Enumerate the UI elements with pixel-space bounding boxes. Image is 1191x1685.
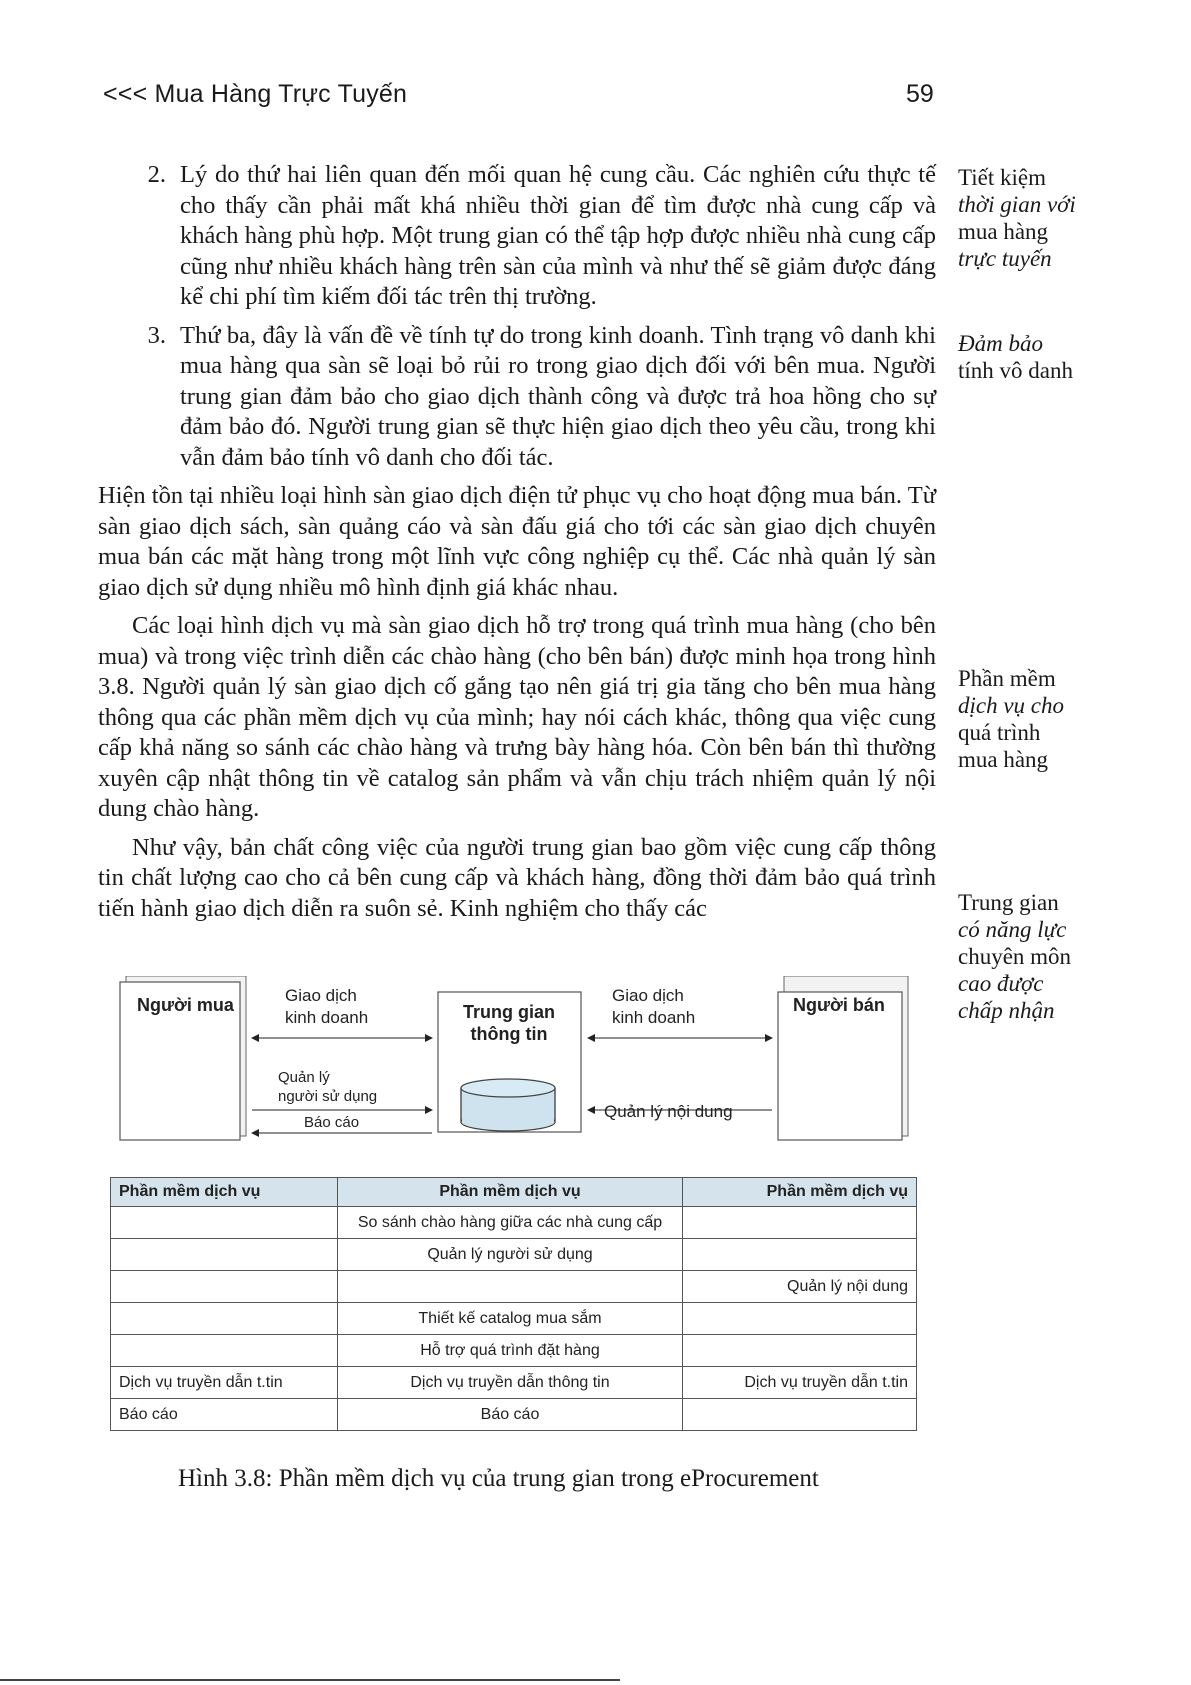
paragraph: Như vậy, bản chất công việc của người trung gian bao gồm việc cung cấp thông tin chất lượng cao cho cả bên cung cấp và khách hàng, đồng thời đảm bảo quá trình tiến hành giao dịch diễn ra suôn sẻ. Kinh nghiệm cho thấy các	[98, 833, 936, 922]
list-text: Thứ ba, đây là vấn đề về tính tự do trong kinh doanh. Tình trạng vô danh khi mua hàng qua sàn sẽ loại bỏ rủi ro trong giao dịch đối với bên mua. Người trung gian đảm bảo cho giao dịch thành công và được trả hoa hồng cho sự đảm bảo đó. Người trung gian sẽ thực hiện giao dịch theo yêu cầu, trong khi vẫn đảm bảo tính vô danh cho đối tác.	[180, 321, 936, 471]
page-number: 59	[906, 80, 934, 108]
intermediary-label-line1: Trung gian	[463, 1002, 555, 1022]
table-row	[111, 1399, 917, 1431]
table-cell	[683, 1303, 917, 1335]
seller-label: Người bán	[793, 995, 885, 1015]
margin-note-competent-intermediary: Trung gian có năng lực chuyên môn cao được chấp nhận	[958, 890, 1072, 1023]
report-label: Báo cáo	[304, 1114, 360, 1131]
content-mgmt-label: Quản lý nội dung	[604, 1102, 733, 1121]
list-item	[98, 321, 936, 474]
table-cell	[683, 1335, 917, 1367]
table-cell: So sánh chào hàng giữa các nhà cung cấp	[338, 1207, 683, 1239]
right-trade-label-line2: kinh doanh	[612, 1008, 696, 1027]
table-cell: Quản lý nội dung	[683, 1271, 917, 1303]
table-row	[111, 1207, 917, 1239]
user-mgmt-label-line1: Quản lý	[278, 1069, 330, 1086]
list-item	[98, 160, 936, 313]
table-row	[111, 1271, 917, 1303]
table-cell: Báo cáo	[338, 1399, 683, 1431]
table-cell	[683, 1239, 917, 1271]
service-software-table-wrap	[110, 1177, 916, 1431]
table-cell: Thiết kế catalog mua sắm	[338, 1303, 683, 1335]
table-cell: Dịch vụ truyền dẫn thông tin	[338, 1367, 683, 1399]
footer-rule	[0, 1679, 620, 1681]
table-cell: Dịch vụ truyền dẫn t.tin	[111, 1367, 338, 1399]
list-number: 3.	[147, 321, 166, 349]
table-cell: Quản lý người sử dụng	[338, 1239, 683, 1271]
right-trade-label-line1: Giao dịch	[612, 986, 684, 1005]
table-cell: Dịch vụ truyền dẫn t.tin	[683, 1367, 917, 1399]
service-software-table	[110, 1177, 917, 1431]
database-icon	[461, 1079, 555, 1131]
main-text-column	[98, 160, 936, 924]
table-row	[111, 1303, 917, 1335]
intermediary-label-line2: thông tin	[470, 1024, 548, 1044]
table-row	[111, 1367, 917, 1399]
table-cell	[683, 1207, 917, 1239]
left-trade-label-line2: kinh doanh	[285, 1008, 369, 1027]
margin-note-time-saving: Tiết kiệm thời gian với mua hàng trực tuyến	[958, 165, 1076, 271]
table-cell	[111, 1335, 338, 1367]
table-header-seller: Phần mềm dịch vụ	[683, 1178, 917, 1207]
list-number: 2.	[147, 161, 166, 188]
table-cell: Hỗ trợ quá trình đặt hàng	[338, 1335, 683, 1367]
table-row	[111, 1335, 917, 1367]
table-cell: Báo cáo	[111, 1399, 338, 1431]
running-header-title: <<< Mua Hàng Trực Tuyến	[103, 80, 408, 108]
table-header-buyer: Phần mềm dịch vụ	[111, 1178, 338, 1207]
table-header-row	[111, 1178, 917, 1207]
paragraph: Các loại hình dịch vụ mà sàn giao dịch hỗ trợ trong quá trình mua hàng (cho bên mua) và trong việc trình diễn các chào hàng (cho bên bán) được minh họa trong hình 3.8. Người quản lý sàn giao dịch cố gắng tạo nên giá trị gia tăng cho bên mua hàng thông qua các phần mềm dịch vụ của mình; hay nói cách khác, thông qua việc cung cấp khả năng so sánh các chào hàng và trưng bày hàng hóa. Còn bên bán thì thường xuyên cập nhật thông tin về catalog sản phẩm và vẫn chịu trách nhiệm quản lý nội dung chào hàng.	[98, 612, 936, 822]
table-cell	[683, 1399, 917, 1431]
table-header-intermediary: Phần mềm dịch vụ	[338, 1178, 683, 1207]
table-row	[111, 1239, 917, 1271]
margin-note-service-software: Phần mềm dịch vụ cho quá trình mua hàng	[958, 666, 1065, 772]
intermediary-diagram	[110, 976, 918, 1144]
margin-note-anonymity: Đảm bảo tính vô danh	[958, 331, 1073, 383]
paragraph: Hiện tồn tại nhiều loại hình sàn giao dịch điện tử phục vụ cho hoạt động mua bán. Từ sàn giao dịch sách, sàn quảng cáo và sàn đấu giá cho tới các sàn giao dịch chuyên mua bán các mặt hàng trong một lĩnh vực công nghiệp cụ thể. Các nhà quản lý sàn giao dịch sử dụng nhiều mô hình định giá khác nhau.	[98, 482, 936, 601]
table-cell	[111, 1271, 338, 1303]
left-trade-label-line1: Giao dịch	[285, 986, 357, 1005]
user-mgmt-label-line2: người sử dụng	[278, 1088, 378, 1105]
diagram-svg	[110, 976, 918, 1144]
list-text: Lý do thứ hai liên quan đến mối quan hệ cung cầu. Các nghiên cứu thực tế cho thấy cần phải mất khá nhiều thời gian để tìm được nhà cung cấp và khách hàng phù hợp. Một trung gian có thể tập hợp được nhiều nhà cung cấp cũng như nhiều khách hàng trên sàn của mình và như thế sẽ giảm được đáng kể chi phí tìm kiếm đối tác trên thị trường.	[180, 161, 936, 310]
table-cell	[111, 1239, 338, 1271]
table-cell	[111, 1303, 338, 1335]
table-cell	[338, 1271, 683, 1303]
figure-caption: Hình 3.8: Phần mềm dịch vụ của trung gian trong eProcurement	[178, 1465, 819, 1492]
buyer-label: Người mua	[137, 995, 234, 1015]
table-cell	[111, 1207, 338, 1239]
